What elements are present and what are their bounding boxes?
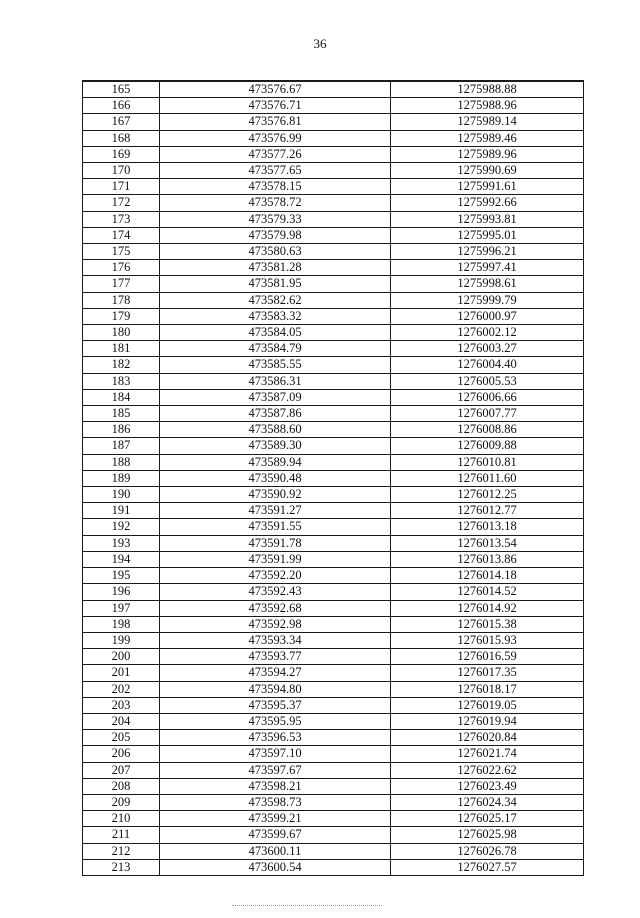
point-number-cell: 169	[83, 146, 160, 162]
x-coordinate-cell: 473581.95	[160, 276, 391, 292]
y-coordinate-cell: 1275999.79	[391, 292, 584, 308]
table-row	[83, 292, 584, 308]
point-number-cell: 174	[83, 227, 160, 243]
x-coordinate-cell: 473593.77	[160, 649, 391, 665]
x-coordinate-cell: 473596.53	[160, 730, 391, 746]
y-coordinate-cell: 1275996.21	[391, 244, 584, 260]
point-number-cell: 213	[83, 859, 160, 875]
point-number-cell: 181	[83, 341, 160, 357]
point-number-cell: 212	[83, 843, 160, 859]
table-row	[83, 227, 584, 243]
table-row	[83, 406, 584, 422]
table-row	[83, 146, 584, 162]
table-row	[83, 195, 584, 211]
point-number-cell: 208	[83, 778, 160, 794]
point-number-cell: 188	[83, 454, 160, 470]
y-coordinate-cell: 1276015.93	[391, 632, 584, 648]
table-row	[83, 98, 584, 114]
x-coordinate-cell: 473579.98	[160, 227, 391, 243]
table-row	[83, 616, 584, 632]
table-row	[83, 859, 584, 875]
x-coordinate-cell: 473578.15	[160, 179, 391, 195]
table-row	[83, 713, 584, 729]
table-row	[83, 794, 584, 810]
x-coordinate-cell: 473599.21	[160, 811, 391, 827]
point-number-cell: 204	[83, 713, 160, 729]
y-coordinate-cell: 1276014.52	[391, 584, 584, 600]
point-number-cell: 191	[83, 503, 160, 519]
y-coordinate-cell: 1275993.81	[391, 211, 584, 227]
x-coordinate-cell: 473591.78	[160, 535, 391, 551]
point-number-cell: 171	[83, 179, 160, 195]
table-row	[83, 341, 584, 357]
point-number-cell: 198	[83, 616, 160, 632]
point-number-cell: 205	[83, 730, 160, 746]
table-row	[83, 357, 584, 373]
x-coordinate-cell: 473594.80	[160, 681, 391, 697]
y-coordinate-cell: 1276019.94	[391, 713, 584, 729]
x-coordinate-cell: 473576.99	[160, 130, 391, 146]
table-row	[83, 163, 584, 179]
x-coordinate-cell: 473600.54	[160, 859, 391, 875]
table-row	[83, 470, 584, 486]
table-row	[83, 308, 584, 324]
table-row	[83, 535, 584, 551]
y-coordinate-cell: 1276013.18	[391, 519, 584, 535]
y-coordinate-cell: 1276027.57	[391, 859, 584, 875]
y-coordinate-cell: 1276002.12	[391, 325, 584, 341]
y-coordinate-cell: 1276019.05	[391, 697, 584, 713]
point-number-cell: 185	[83, 406, 160, 422]
y-coordinate-cell: 1276025.17	[391, 811, 584, 827]
x-coordinate-cell: 473586.31	[160, 373, 391, 389]
x-coordinate-cell: 473584.05	[160, 325, 391, 341]
point-number-cell: 170	[83, 163, 160, 179]
coordinates-table	[82, 80, 584, 876]
x-coordinate-cell: 473577.65	[160, 163, 391, 179]
footer-rule	[232, 905, 382, 906]
table-row	[83, 454, 584, 470]
x-coordinate-cell: 473576.67	[160, 81, 391, 98]
y-coordinate-cell: 1275989.96	[391, 146, 584, 162]
x-coordinate-cell: 473580.63	[160, 244, 391, 260]
x-coordinate-cell: 473591.99	[160, 551, 391, 567]
coordinates-table-body	[83, 81, 584, 875]
y-coordinate-cell: 1276012.25	[391, 487, 584, 503]
point-number-cell: 179	[83, 308, 160, 324]
y-coordinate-cell: 1276014.92	[391, 600, 584, 616]
table-row	[83, 260, 584, 276]
point-number-cell: 175	[83, 244, 160, 260]
table-row	[83, 276, 584, 292]
point-number-cell: 209	[83, 794, 160, 810]
point-number-cell: 165	[83, 81, 160, 98]
y-coordinate-cell: 1276008.86	[391, 422, 584, 438]
x-coordinate-cell: 473576.81	[160, 114, 391, 130]
point-number-cell: 197	[83, 600, 160, 616]
x-coordinate-cell: 473578.72	[160, 195, 391, 211]
x-coordinate-cell: 473589.94	[160, 454, 391, 470]
x-coordinate-cell: 473591.55	[160, 519, 391, 535]
table-row	[83, 179, 584, 195]
y-coordinate-cell: 1276011.60	[391, 470, 584, 486]
table-row	[83, 244, 584, 260]
table-row	[83, 519, 584, 535]
x-coordinate-cell: 473595.37	[160, 697, 391, 713]
y-coordinate-cell: 1276013.86	[391, 551, 584, 567]
table-row	[83, 681, 584, 697]
y-coordinate-cell: 1276025.98	[391, 827, 584, 843]
point-number-cell: 180	[83, 325, 160, 341]
y-coordinate-cell: 1276017.35	[391, 665, 584, 681]
y-coordinate-cell: 1276022.62	[391, 762, 584, 778]
x-coordinate-cell: 473595.95	[160, 713, 391, 729]
table-row	[83, 843, 584, 859]
point-number-cell: 182	[83, 357, 160, 373]
table-row	[83, 584, 584, 600]
x-coordinate-cell: 473587.86	[160, 406, 391, 422]
x-coordinate-cell: 473592.43	[160, 584, 391, 600]
table-row	[83, 438, 584, 454]
point-number-cell: 203	[83, 697, 160, 713]
y-coordinate-cell: 1276000.97	[391, 308, 584, 324]
y-coordinate-cell: 1276024.34	[391, 794, 584, 810]
x-coordinate-cell: 473590.92	[160, 487, 391, 503]
table-row	[83, 373, 584, 389]
point-number-cell: 196	[83, 584, 160, 600]
point-number-cell: 210	[83, 811, 160, 827]
point-number-cell: 166	[83, 98, 160, 114]
point-number-cell: 206	[83, 746, 160, 762]
x-coordinate-cell: 473597.67	[160, 762, 391, 778]
point-number-cell: 178	[83, 292, 160, 308]
x-coordinate-cell: 473581.28	[160, 260, 391, 276]
y-coordinate-cell: 1276013.54	[391, 535, 584, 551]
table-row	[83, 746, 584, 762]
y-coordinate-cell: 1275998.61	[391, 276, 584, 292]
point-number-cell: 184	[83, 389, 160, 405]
y-coordinate-cell: 1276020.84	[391, 730, 584, 746]
x-coordinate-cell: 473588.60	[160, 422, 391, 438]
point-number-cell: 187	[83, 438, 160, 454]
x-coordinate-cell: 473589.30	[160, 438, 391, 454]
y-coordinate-cell: 1275989.14	[391, 114, 584, 130]
x-coordinate-cell: 473579.33	[160, 211, 391, 227]
table-row	[83, 211, 584, 227]
x-coordinate-cell: 473592.20	[160, 568, 391, 584]
table-row	[83, 422, 584, 438]
x-coordinate-cell: 473599.67	[160, 827, 391, 843]
x-coordinate-cell: 473593.34	[160, 632, 391, 648]
y-coordinate-cell: 1275995.01	[391, 227, 584, 243]
point-number-cell: 183	[83, 373, 160, 389]
x-coordinate-cell: 473585.55	[160, 357, 391, 373]
point-number-cell: 172	[83, 195, 160, 211]
y-coordinate-cell: 1275988.88	[391, 81, 584, 98]
point-number-cell: 167	[83, 114, 160, 130]
x-coordinate-cell: 473592.68	[160, 600, 391, 616]
y-coordinate-cell: 1276023.49	[391, 778, 584, 794]
table-row	[83, 730, 584, 746]
table-row	[83, 487, 584, 503]
point-number-cell: 168	[83, 130, 160, 146]
table-row	[83, 778, 584, 794]
table-row	[83, 600, 584, 616]
point-number-cell: 190	[83, 487, 160, 503]
point-number-cell: 194	[83, 551, 160, 567]
table-row	[83, 632, 584, 648]
point-number-cell: 195	[83, 568, 160, 584]
y-coordinate-cell: 1276016.59	[391, 649, 584, 665]
table-row	[83, 811, 584, 827]
point-number-cell: 200	[83, 649, 160, 665]
y-coordinate-cell: 1276012.77	[391, 503, 584, 519]
y-coordinate-cell: 1275991.61	[391, 179, 584, 195]
point-number-cell: 186	[83, 422, 160, 438]
x-coordinate-cell: 473576.71	[160, 98, 391, 114]
x-coordinate-cell: 473594.27	[160, 665, 391, 681]
point-number-cell: 173	[83, 211, 160, 227]
x-coordinate-cell: 473590.48	[160, 470, 391, 486]
y-coordinate-cell: 1275988.96	[391, 98, 584, 114]
point-number-cell: 201	[83, 665, 160, 681]
y-coordinate-cell: 1276026.78	[391, 843, 584, 859]
table-row	[83, 325, 584, 341]
table-row	[83, 81, 584, 98]
table-row	[83, 665, 584, 681]
table-row	[83, 130, 584, 146]
y-coordinate-cell: 1275992.66	[391, 195, 584, 211]
page-number: 36	[313, 36, 327, 51]
table-row	[83, 503, 584, 519]
table-row	[83, 827, 584, 843]
y-coordinate-cell: 1276018.17	[391, 681, 584, 697]
y-coordinate-cell: 1276014.18	[391, 568, 584, 584]
x-coordinate-cell: 473583.32	[160, 308, 391, 324]
y-coordinate-cell: 1276005.53	[391, 373, 584, 389]
y-coordinate-cell: 1276003.27	[391, 341, 584, 357]
table-row	[83, 551, 584, 567]
x-coordinate-cell: 473577.26	[160, 146, 391, 162]
x-coordinate-cell: 473592.98	[160, 616, 391, 632]
x-coordinate-cell: 473597.10	[160, 746, 391, 762]
y-coordinate-cell: 1276009.88	[391, 438, 584, 454]
point-number-cell: 189	[83, 470, 160, 486]
table-row	[83, 568, 584, 584]
table-row	[83, 389, 584, 405]
point-number-cell: 199	[83, 632, 160, 648]
x-coordinate-cell: 473600.11	[160, 843, 391, 859]
point-number-cell: 207	[83, 762, 160, 778]
y-coordinate-cell: 1276004.40	[391, 357, 584, 373]
table-row	[83, 114, 584, 130]
point-number-cell: 176	[83, 260, 160, 276]
x-coordinate-cell: 473591.27	[160, 503, 391, 519]
y-coordinate-cell: 1276007.77	[391, 406, 584, 422]
y-coordinate-cell: 1276010.81	[391, 454, 584, 470]
y-coordinate-cell: 1275990.69	[391, 163, 584, 179]
y-coordinate-cell: 1275997.41	[391, 260, 584, 276]
point-number-cell: 193	[83, 535, 160, 551]
x-coordinate-cell: 473582.62	[160, 292, 391, 308]
point-number-cell: 177	[83, 276, 160, 292]
x-coordinate-cell: 473584.79	[160, 341, 391, 357]
point-number-cell: 202	[83, 681, 160, 697]
x-coordinate-cell: 473587.09	[160, 389, 391, 405]
table-row	[83, 697, 584, 713]
x-coordinate-cell: 473598.21	[160, 778, 391, 794]
y-coordinate-cell: 1276006.66	[391, 389, 584, 405]
table-row	[83, 649, 584, 665]
point-number-cell: 211	[83, 827, 160, 843]
point-number-cell: 192	[83, 519, 160, 535]
table-row	[83, 762, 584, 778]
y-coordinate-cell: 1276021.74	[391, 746, 584, 762]
x-coordinate-cell: 473598.73	[160, 794, 391, 810]
y-coordinate-cell: 1275989.46	[391, 130, 584, 146]
y-coordinate-cell: 1276015.38	[391, 616, 584, 632]
